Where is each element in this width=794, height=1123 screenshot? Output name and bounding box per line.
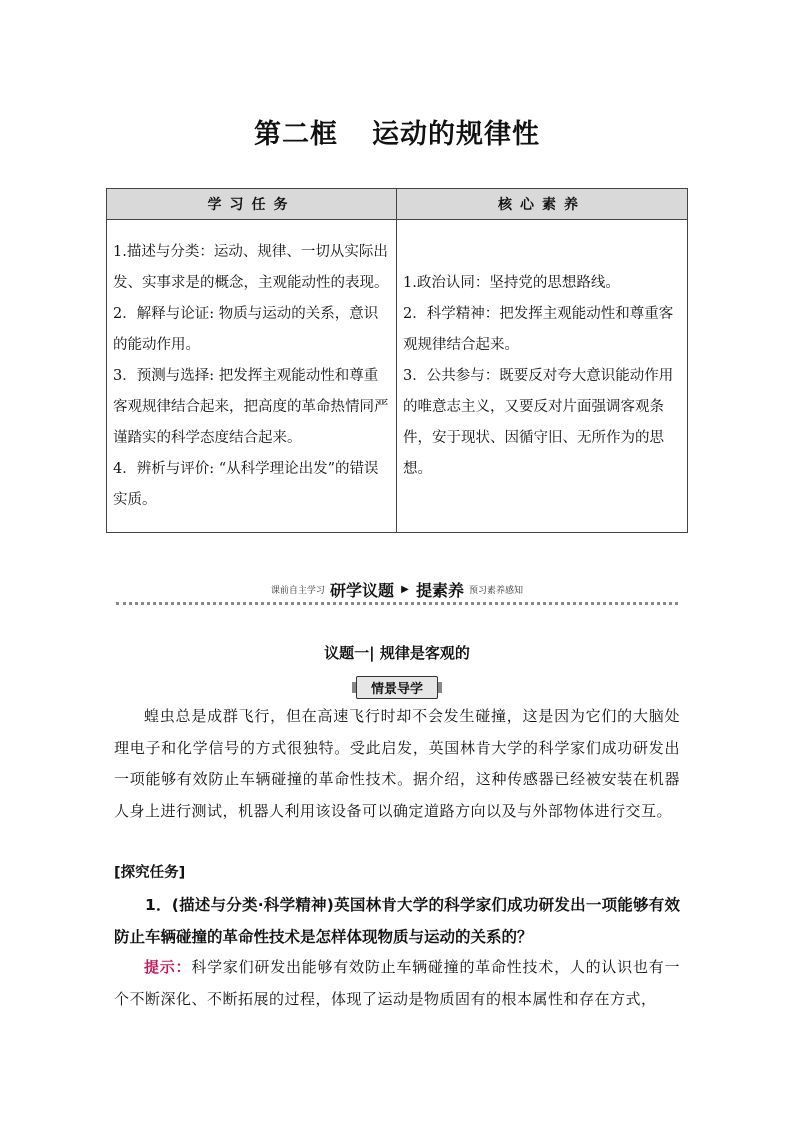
competency-item: 1.政治认同：坚持党的思想路线。 <box>403 274 620 291</box>
banner-divider <box>116 602 678 605</box>
topic-heading: 议题一| 规律是客观的 <box>324 644 470 662</box>
explore-label: [探究任务] <box>114 865 186 881</box>
banner-left-caption: 课前自主学习 <box>270 586 325 596</box>
banner-right-caption: 预习素养感知 <box>469 586 524 596</box>
competency-item: 3．公共参与：既要反对夸大意识能动作用的唯意志主义，又要反对片面强调客观条件，安于现状、因循守旧、无所作为的思想。 <box>403 367 674 477</box>
answer-text: 科学家们研发出能够有效防止车辆碰撞的革命性技术，人的认识也有一个不断深化、不断拓展的过程，体现了运动是物质固有的根本属性和存在方式， <box>114 958 680 1008</box>
task-item: 4．辨析与评价: “从科学理论出发”的错误实质。 <box>113 460 379 508</box>
task-item: 3．预测与选择: 把发挥主观能动性和尊重客观规律结合起来，把高度的革命热情同严谨踏实的科学态度结合起来。 <box>113 367 389 446</box>
page-title: 第二框 运动的规律性 <box>254 119 540 150</box>
scenario-tag: 情景导学 <box>356 676 438 699</box>
task-item: 2．解释与论证: 物质与运动的关系，意识的能动作用。 <box>113 305 379 353</box>
banner-title-2: 提素养 <box>415 581 464 600</box>
banner-title-1: 研学议题 <box>330 581 395 600</box>
hint-label: 提示： <box>144 958 192 976</box>
intro-paragraph: 蝗虫总是成群飞行，但在高速飞行时却不会发生碰撞，这是因为它们的大脑处理电子和化学信号的方式很独特。受此启发，英国林肯大学的科学家们成功研发出一项能够有效防止车辆碰撞的革命性技术。据介绍，这种传感器已经被安装在机器人身上进行测试，机器人利用该设备可以确定道路方向以及与外部物体进行交互。 <box>114 707 680 820</box>
arrow-icon: ▶ <box>401 584 409 595</box>
question-1: 1．(描述与分类·科学精神)英国林肯大学的科学家们成功研发出一项能够有效防止车辆碰撞的革命性技术是怎样体现物质与运动的关系的？ <box>114 896 680 946</box>
table-header-competencies: 核心素养 <box>397 189 688 220</box>
learning-goals-table <box>106 188 688 533</box>
tasks-cell <box>107 220 397 533</box>
task-item: 1.描述与分类：运动、规律、一切从实际出发、实事求是的概念，主观能动性的表现。 <box>113 243 389 291</box>
section-banner <box>116 578 678 608</box>
competencies-cell <box>397 220 688 533</box>
answer-1 <box>114 952 680 1015</box>
competency-item: 2．科学精神：把发挥主观能动性和尊重客观规律结合起来。 <box>403 305 674 353</box>
table-header-tasks: 学习任务 <box>107 189 397 220</box>
